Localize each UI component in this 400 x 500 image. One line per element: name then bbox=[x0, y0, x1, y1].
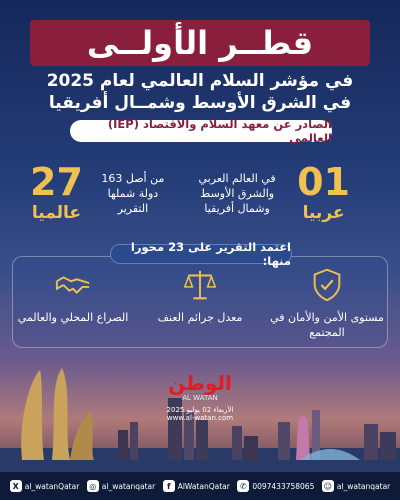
handle-text: al_watanQatar bbox=[24, 481, 80, 491]
instagram-icon: ◎ bbox=[87, 480, 99, 492]
handle-instagram[interactable] bbox=[87, 480, 155, 492]
axis-item-conflict bbox=[14, 266, 132, 346]
al-watan-logo bbox=[150, 372, 250, 422]
handle-text: al_watanqatar bbox=[336, 481, 391, 491]
stat-global-figures bbox=[30, 162, 83, 224]
whatsapp-icon: ✆ bbox=[237, 480, 249, 492]
axis-item-crime bbox=[141, 266, 259, 346]
subtitle-line-2: في الشرق الأوسط وشمــال أفريقيا bbox=[48, 93, 352, 113]
handle-whatsapp[interactable] bbox=[237, 480, 314, 492]
handle-text: 0097433758065 bbox=[252, 481, 315, 491]
axis-item-security bbox=[268, 266, 386, 346]
scales-icon bbox=[181, 266, 219, 304]
publish-date: الأربعاء 02 يوليو 2025 bbox=[166, 406, 234, 414]
source-badge: الصادر عن معهد السلام والاقتصاد (IEP) العالمي bbox=[70, 120, 332, 142]
shield-check-icon bbox=[308, 266, 346, 304]
stat-arab-word: عربيا bbox=[302, 203, 345, 223]
page-title: قطــر الأولــى bbox=[86, 24, 314, 62]
stat-global-number: 27 bbox=[30, 160, 83, 204]
axis-item-label: الصراع المحلي والعالمي bbox=[17, 311, 129, 324]
handle-facebook[interactable] bbox=[163, 480, 230, 492]
handle-text: AlWatanQatar bbox=[177, 481, 230, 491]
stat-arab bbox=[189, 158, 350, 228]
handle-text: al_watanqatar bbox=[101, 481, 156, 491]
stat-global-word: عالميا bbox=[31, 203, 81, 223]
axis-item-label: مستوى الأمن والأمان في المجتمع bbox=[270, 311, 384, 339]
title-banner bbox=[30, 20, 370, 66]
axes-heading: اعتمد التقرير على 23 محورا منها: bbox=[110, 244, 292, 264]
handle-snapchat[interactable] bbox=[322, 480, 390, 492]
facebook-icon: f bbox=[163, 480, 175, 492]
website-url: www.al-watan.com bbox=[166, 414, 234, 422]
handle-x[interactable] bbox=[10, 480, 80, 492]
stat-arab-number: 01 bbox=[297, 160, 350, 204]
snapchat-icon: ☺ bbox=[323, 481, 332, 491]
logo-tagline: AL WATAN bbox=[182, 394, 218, 402]
handshake-icon bbox=[54, 266, 92, 304]
logo-name: الوطن bbox=[168, 371, 232, 395]
stat-global bbox=[30, 158, 171, 228]
stat-arab-desc: في العالم العربي والشرق الأوسط وشمال أفريقيا bbox=[198, 171, 276, 215]
stat-global-desc: من أصل 163 دولة شملها التقرير bbox=[101, 171, 165, 215]
subtitle-line-1: في مؤشر السلام العالمي لعام 2025 bbox=[46, 71, 354, 91]
axis-item-label: معدل جرائم العنف bbox=[157, 311, 243, 324]
stat-arab-figures bbox=[297, 162, 350, 224]
social-footer bbox=[0, 472, 400, 500]
x-icon: X bbox=[10, 480, 22, 492]
